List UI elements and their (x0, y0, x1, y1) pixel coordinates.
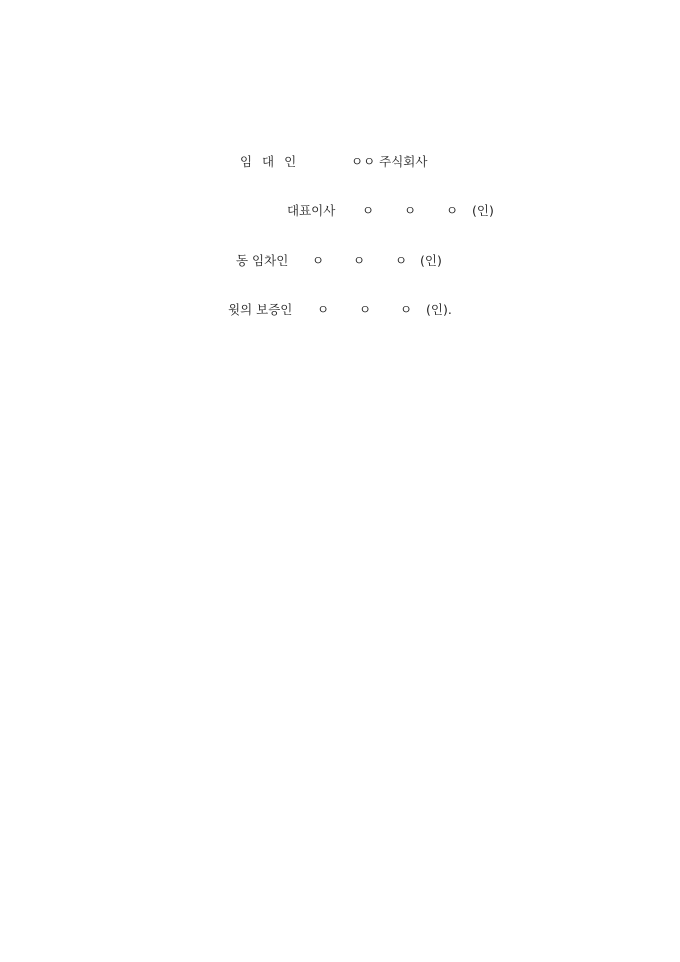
representative-name-char-1: ㅇ (362, 203, 375, 218)
guarantor-name-char-3: ㅇ (400, 302, 413, 317)
lessee-seal: (인) (420, 253, 442, 268)
guarantor-name-char-1: ㅇ (317, 302, 330, 317)
lessee-name-char-1: ㅇ (312, 253, 325, 268)
lessee-line (0, 253, 680, 269)
lessee-label: 동 임차인 (236, 253, 289, 268)
lessee-name-char-3: ㅇ (395, 253, 408, 268)
representative-line (0, 203, 680, 219)
representative-seal: (인) (472, 203, 494, 218)
representative-label: 대표이사 (287, 203, 336, 218)
guarantor-name-char-2: ㅇ (359, 302, 372, 317)
representative-name-char-2: ㅇ (404, 203, 417, 218)
lessee-name-char-2: ㅇ (353, 253, 366, 268)
guarantor-label: 윗의 보증인 (228, 302, 293, 317)
lessor-line (0, 154, 680, 170)
representative-name-char-3: ㅇ (446, 203, 459, 218)
guarantor-line (0, 302, 680, 318)
guarantor-seal: (인). (426, 302, 452, 317)
lessor-label: 임 대 인 (240, 154, 300, 169)
lessor-company: ㅇㅇ 주식회사 (351, 154, 428, 169)
